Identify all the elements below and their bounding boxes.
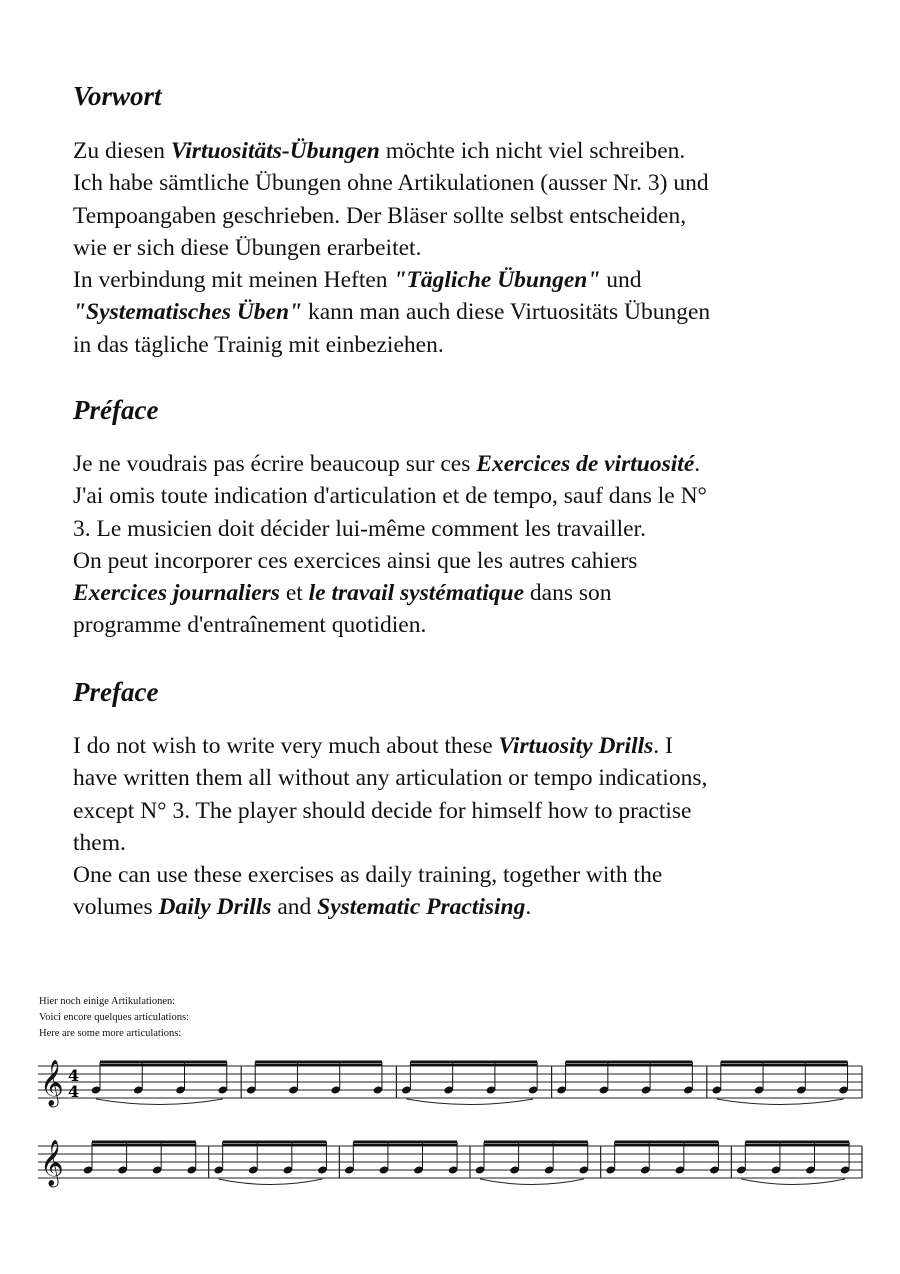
slur	[406, 1099, 533, 1105]
preface-en-line-6: volumes Daily Drills and Systematic Practising.	[73, 894, 532, 921]
preface-fr-line-2: J'ai omis toute indication d'articulation et de tempo, sauf dans le N°	[73, 483, 707, 510]
slur	[480, 1179, 584, 1185]
vorwort-line-7: in das tägliche Trainig mit einbeziehen.	[73, 331, 444, 358]
vorwort-line-2: Ich habe sämtliche Übungen ohne Artikulationen (ausser Nr. 3) und	[73, 170, 709, 197]
slur	[717, 1099, 844, 1105]
vorwort-line-1: Zu diesen Virtuositäts-Übungen möchte ich nicht viel schreiben.	[73, 138, 686, 164]
preface-en-heading: Preface	[73, 677, 159, 707]
vorwort-line-4: wie er sich diese Übungen erarbeitet.	[73, 234, 422, 261]
time-signature-top: 4	[68, 1066, 80, 1085]
preface-fr-line-3: 3. Le musicien doit décider lui-même comment les travailler.	[73, 515, 646, 542]
preface-en-line-2: have written them all without any articulation or tempo indications,	[73, 765, 708, 792]
treble-clef: 𝄞	[40, 1140, 64, 1186]
articulations-fr: Voici encore quelques articulations:	[39, 1012, 189, 1023]
slur	[741, 1179, 845, 1185]
preface-en-line-5: One can use these exercises as daily training, together with the	[73, 862, 663, 889]
preface-fr-line-4: On peut incorporer ces exercices ainsi que les autres cahiers	[73, 547, 638, 574]
articulations-de: Hier noch einige Artikulationen:	[39, 996, 176, 1007]
preface-fr-line-6: programme d'entraînement quotidien.	[73, 612, 427, 639]
staves-group	[38, 1060, 862, 1188]
vorwort-heading: Vorwort	[73, 81, 162, 111]
preface-en-line-4: them.	[73, 829, 126, 856]
slur	[219, 1179, 323, 1185]
treble-clef: 𝄞	[40, 1060, 64, 1106]
preface-en-line-3: except N° 3. The player should decide for himself how to practise	[73, 797, 692, 824]
vorwort-line-5: In verbindung mit meinen Heften "Tägliche Übungen" und	[73, 267, 642, 294]
preface-en-line-1: I do not wish to write very much about these Virtuosity Drills. I	[73, 733, 673, 759]
preface-fr-line-1: Je ne voudrais pas écrire beaucoup sur ces Exercices de virtuosité.	[73, 451, 701, 477]
time-signature-bottom: 4	[68, 1082, 80, 1101]
vorwort-line-3: Tempoangaben geschrieben. Der Bläser sollte selbst entscheiden,	[73, 202, 687, 229]
preface-fr-line-5: Exercices journaliers et le travail systématique dans son	[73, 580, 612, 607]
preface-fr-heading: Préface	[73, 395, 159, 425]
slur	[96, 1099, 223, 1105]
articulations-en: Here are some more articulations:	[39, 1028, 182, 1039]
vorwort-line-6: "Systematisches Üben" kann man auch diese Virtuositäts Übungen	[73, 299, 711, 326]
